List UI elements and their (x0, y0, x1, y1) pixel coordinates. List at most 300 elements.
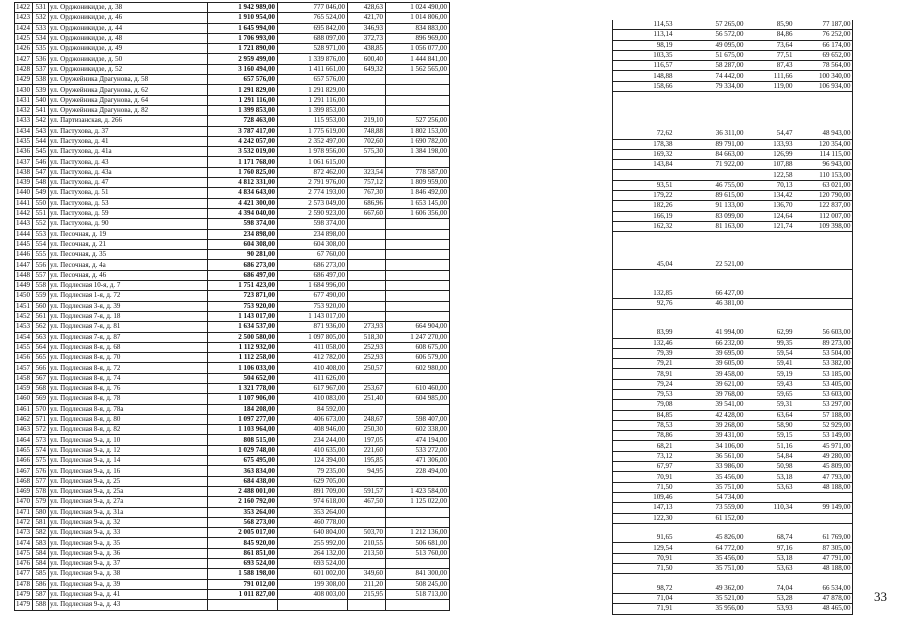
right-table (612, 20, 853, 615)
table-cell (794, 289, 853, 299)
table-cell: 421,70 (347, 13, 385, 23)
table-cell: 570 (32, 404, 48, 414)
table-cell: 438,85 (347, 44, 385, 54)
table-row (15, 394, 450, 404)
table-row (613, 50, 853, 60)
table-cell: 48 188,00 (794, 564, 853, 574)
table-cell: 1 423 584,00 (385, 486, 449, 496)
table-cell: 66 427,00 (674, 289, 745, 299)
table-cell: 346,93 (347, 23, 385, 33)
table-cell: 228 494,00 (385, 466, 449, 476)
table-cell (613, 309, 675, 319)
table-cell: 178,38 (613, 139, 675, 149)
table-row (15, 322, 450, 332)
table-cell: 76 252,00 (794, 30, 853, 40)
table-cell: 50,98 (745, 462, 794, 472)
table-cell: 598 374,00 (277, 219, 347, 229)
table-cell: 1444 (16, 229, 30, 238)
table-cell (385, 250, 449, 260)
table-cell: 765 524,00 (277, 13, 347, 23)
table-cell: 872 462,00 (277, 167, 347, 177)
table-cell: 571 (32, 414, 48, 424)
table-cell: 1428 (16, 64, 30, 73)
table-cell: 546 (32, 157, 48, 167)
table-cell: 602 338,00 (385, 425, 449, 435)
table-cell: ул. Пастухова, д. 51 (48, 188, 207, 198)
table-cell: 39 621,00 (674, 379, 745, 389)
table-row (15, 342, 450, 352)
table-cell: 428,63 (347, 3, 385, 13)
table-cell: 2 352 497,00 (277, 136, 347, 146)
table-cell: 1478 (16, 579, 30, 588)
table-cell: 49 280,00 (794, 451, 853, 461)
table-cell: ул. Подлесная 8-я, д. 72 (48, 363, 207, 373)
table-cell: 264 132,00 (277, 548, 347, 558)
table-cell: 591,57 (347, 486, 385, 496)
table-cell: 78,91 (613, 369, 675, 379)
table-row (613, 20, 853, 30)
table-cell: 113,14 (613, 30, 675, 40)
table-cell: ул. Подлесная 10-я, д. 7 (48, 281, 207, 291)
table-cell (347, 260, 385, 270)
table-cell: 2 005 017,00 (207, 528, 277, 538)
table-cell: 70,91 (613, 553, 675, 563)
table-cell: 542 (32, 116, 48, 126)
table-cell: 129,54 (613, 543, 675, 553)
table-cell: 213,50 (347, 548, 385, 558)
table-cell: 53,28 (745, 593, 794, 603)
table-cell: 1 721 890,00 (207, 44, 277, 54)
table-cell: ул. Подлесная 9-а, д. 25 (48, 476, 207, 486)
table-cell: 54,47 (745, 129, 794, 139)
table-row (613, 604, 853, 614)
table-cell: ул. Партизанская, д. 266 (48, 116, 207, 126)
table-cell: 66 232,00 (674, 338, 745, 348)
table-cell: 70,91 (613, 472, 675, 482)
table-cell: 1 125 022,00 (385, 497, 449, 507)
table-cell: 777 046,00 (277, 3, 347, 13)
table-cell: 600,40 (347, 54, 385, 64)
page-number: 33 (874, 589, 887, 604)
table-cell (794, 319, 853, 328)
table-cell: 49 362,00 (674, 584, 745, 594)
table-cell: 71 922,00 (674, 160, 745, 170)
table-cell: 1 384 198,00 (385, 147, 449, 157)
table-cell: 568 (32, 383, 48, 393)
table-cell: 63 021,00 (794, 180, 853, 190)
table-cell: 1 247 270,00 (385, 332, 449, 342)
table-cell: 79,08 (613, 400, 675, 410)
table-cell (745, 513, 794, 523)
table-cell: 1 942 989,00 (207, 3, 277, 13)
table-row (613, 319, 853, 328)
table-cell: 582 (32, 528, 48, 538)
table-cell: 35 751,00 (674, 482, 745, 492)
table-row (613, 379, 853, 389)
table-cell: 252,93 (347, 353, 385, 363)
table-cell: 560 (32, 301, 48, 311)
table-row (15, 363, 450, 373)
table-row (613, 513, 853, 523)
table-cell: 35 456,00 (674, 553, 745, 563)
table-cell: 74,04 (745, 584, 794, 594)
table-cell: 547 (32, 167, 48, 177)
table-cell: 91,65 (613, 533, 675, 543)
table-cell: 606 579,00 (385, 353, 449, 363)
table-cell: 841 300,00 (385, 569, 449, 579)
table-cell: 61 152,00 (674, 513, 745, 523)
table-cell: 584 (32, 548, 48, 558)
table-cell (745, 260, 794, 270)
table-cell: 85,90 (745, 20, 794, 30)
table-cell: 36 561,00 (674, 451, 745, 461)
table-cell: 410 408,00 (277, 363, 347, 373)
table-cell: 67,97 (613, 462, 675, 472)
table-cell: ул. Песочная, д. 21 (48, 239, 207, 249)
table-cell: 98,72 (613, 584, 675, 594)
table-cell (347, 105, 385, 115)
table-cell: 558 (32, 281, 48, 291)
table-cell: 110,34 (745, 503, 794, 513)
table-cell: 1448 (16, 270, 30, 279)
table-cell: 35 521,00 (674, 593, 745, 603)
table-cell: 1453 (16, 322, 30, 331)
table-cell: 1 143 017,00 (207, 311, 277, 321)
table-cell: 1 802 153,00 (385, 126, 449, 136)
table-cell: 1441 (16, 198, 30, 207)
table-cell: 408 003,00 (277, 589, 347, 599)
table-cell: 3 160 494,00 (207, 64, 277, 74)
table-row (613, 584, 853, 594)
table-cell: 115 953,00 (277, 116, 347, 126)
table-cell (674, 242, 745, 251)
table-cell: ул. Оружейника Драгунова, д. 58 (48, 75, 207, 85)
table-cell: 576 (32, 466, 48, 476)
table-cell: ул. Подлесная 9-а, д. 43 (48, 600, 207, 610)
table-row (613, 242, 853, 251)
table-cell: 601 002,00 (277, 569, 347, 579)
table-cell: 578 (32, 486, 48, 496)
table-cell: 1439 (16, 178, 30, 187)
table-cell: 70,13 (745, 180, 794, 190)
table-cell: 2 160 792,00 (207, 497, 277, 507)
table-cell: 1434 (16, 126, 30, 135)
table-cell (794, 101, 853, 110)
table-cell (674, 319, 745, 328)
table-cell (347, 404, 385, 414)
table-cell (385, 281, 449, 291)
table-row (15, 126, 450, 136)
table-cell (347, 373, 385, 383)
table-row (15, 188, 450, 198)
table-cell: ул. Песочная, д. 35 (48, 250, 207, 260)
table-cell: 667,60 (347, 208, 385, 218)
table-cell (745, 280, 794, 289)
table-cell: 116,57 (613, 61, 675, 71)
table-cell (745, 92, 794, 102)
table-row (15, 64, 450, 74)
table-row (613, 523, 853, 533)
table-row (613, 129, 853, 139)
table-cell: 1 339 876,00 (277, 54, 347, 64)
table-cell: 573 (32, 435, 48, 445)
table-cell (613, 232, 675, 242)
table-row (613, 232, 853, 242)
table-cell: 39 768,00 (674, 389, 745, 399)
table-cell: 39 431,00 (674, 431, 745, 441)
table-cell: 78,53 (613, 420, 675, 430)
table-cell: 527 256,00 (385, 116, 449, 126)
table-row (15, 13, 450, 23)
table-cell: 583 (32, 538, 48, 548)
table-cell: 1479 (16, 600, 30, 609)
table-cell: ул. Орджоникидзе, д. 49 (48, 44, 207, 54)
table-cell: 56 572,00 (674, 30, 745, 40)
table-cell (385, 507, 449, 517)
table-cell: 1479 (16, 590, 30, 599)
table-row (613, 389, 853, 399)
table-cell: ул. Орджоникидзе, д. 46 (48, 13, 207, 23)
table-cell: 686 497,00 (207, 270, 277, 280)
table-cell: 84 592,00 (277, 404, 347, 414)
table-cell: 134,42 (745, 191, 794, 201)
table-row (613, 40, 853, 50)
table-cell: 234 898,00 (207, 229, 277, 239)
table-cell (385, 85, 449, 95)
table-cell: 59,43 (745, 379, 794, 389)
table-cell: 71,04 (613, 593, 675, 603)
table-cell: 2 488 001,00 (207, 486, 277, 496)
table-cell: 58 287,00 (674, 61, 745, 71)
table-cell: 99 149,00 (794, 503, 853, 513)
table-cell: 57 265,00 (674, 20, 745, 30)
table-cell: 112 007,00 (794, 211, 853, 221)
table-cell (794, 260, 853, 270)
table-cell: 584 (32, 559, 48, 569)
table-cell: 1 291 829,00 (277, 85, 347, 95)
table-cell: 1477 (16, 569, 30, 578)
table-cell: 1 143 017,00 (277, 311, 347, 321)
table-cell: 896 969,00 (385, 33, 449, 43)
table-cell: 1 706 993,00 (207, 33, 277, 43)
table-cell: ул. Орджоникидзе, д. 48 (48, 33, 207, 43)
table-cell: ул. Орджоникидзе, д. 38 (48, 3, 207, 13)
table-row (15, 239, 450, 249)
table-cell: 53,93 (745, 604, 794, 614)
table-cell: 581 (32, 517, 48, 527)
table-cell: 3 532 019,00 (207, 147, 277, 157)
table-row (613, 251, 853, 260)
table-cell (385, 559, 449, 569)
table-cell: 1 775 619,00 (277, 126, 347, 136)
table-cell: 1475 (16, 548, 30, 557)
table-cell: 221,60 (347, 445, 385, 455)
table-cell: 693 524,00 (207, 559, 277, 569)
table-cell: 503,70 (347, 528, 385, 538)
table-cell (794, 309, 853, 319)
table-cell (794, 523, 853, 533)
table-row (613, 170, 853, 180)
table-cell (347, 507, 385, 517)
table-cell: 122 837,00 (794, 201, 853, 211)
table-row (15, 167, 450, 177)
table-row (15, 208, 450, 218)
table-cell: 664 904,00 (385, 322, 449, 332)
table-cell: 114 115,00 (794, 149, 853, 159)
table-cell: 166,19 (613, 211, 675, 221)
table-cell: 1 107 906,00 (207, 394, 277, 404)
table-cell: 48 943,00 (794, 129, 853, 139)
table-row (15, 383, 450, 393)
table-cell: 57 188,00 (794, 410, 853, 420)
table-cell: ул. Подлесная 9-а, д. 39 (48, 579, 207, 589)
table-cell: 99,35 (745, 338, 794, 348)
table-cell: 2 573 049,00 (277, 198, 347, 208)
table-row (613, 348, 853, 358)
table-cell: 1474 (16, 538, 30, 547)
table-cell (745, 574, 794, 584)
table-cell: 553 (32, 229, 48, 239)
table-cell: 64 772,00 (674, 543, 745, 553)
table-cell (347, 250, 385, 260)
table-cell: 579 (32, 497, 48, 507)
table-cell: 411 626,00 (277, 373, 347, 383)
table-cell: 533 272,00 (385, 445, 449, 455)
table-cell (385, 373, 449, 383)
table-cell: 1443 (16, 219, 30, 228)
table-cell: 569 (32, 394, 48, 404)
table-cell (277, 600, 347, 610)
table-cell: 121,74 (745, 221, 794, 231)
table-cell: 1 399 853,00 (207, 105, 277, 115)
table-cell: 675 495,00 (207, 456, 277, 466)
table-cell: 532 (32, 13, 48, 23)
table-cell (745, 270, 794, 280)
table-cell: 1456 (16, 353, 30, 362)
table-cell: 686,96 (347, 198, 385, 208)
table-cell: ул. Подлесная 8-я, д. 80 (48, 414, 207, 424)
table-cell: ул. Подлесная 9-а, д. 37 (48, 559, 207, 569)
table-cell (794, 242, 853, 251)
table-cell: ул. Подлесная 9-а, д. 12 (48, 445, 207, 455)
table-row (15, 373, 450, 383)
table-cell: 1 684 996,00 (277, 281, 347, 291)
table-cell: ул. Подлесная 9-а, д. 14 (48, 456, 207, 466)
table-row (613, 180, 853, 190)
table-cell (794, 111, 853, 120)
table-row (15, 486, 450, 496)
table-cell: 349,60 (347, 569, 385, 579)
table-cell: 695 842,00 (277, 23, 347, 33)
table-cell: 555 (32, 250, 48, 260)
table-cell (385, 260, 449, 270)
table-cell: 1425 (16, 34, 30, 43)
table-cell: 559 (32, 291, 48, 301)
table-cell: 4 394 040,00 (207, 208, 277, 218)
table-cell: ул. Подлесная 9-а, д. 27а (48, 497, 207, 507)
table-cell (745, 309, 794, 319)
table-cell: 604 985,00 (385, 394, 449, 404)
table-cell: 53 382,00 (794, 359, 853, 369)
table-row (15, 404, 450, 414)
table-cell: ул. Пастухова, д. 43 (48, 157, 207, 167)
table-cell: 1438 (16, 167, 30, 176)
table-row (613, 451, 853, 461)
table-cell: 1459 (16, 384, 30, 393)
table-cell: 89 273,00 (794, 338, 853, 348)
table-cell: 467,50 (347, 497, 385, 507)
table-cell: 71,91 (613, 604, 675, 614)
table-row (15, 178, 450, 188)
table-row (613, 61, 853, 71)
table-cell (794, 270, 853, 280)
table-cell: 566 (32, 363, 48, 373)
table-cell: ул. Песочная, д. 46 (48, 270, 207, 280)
table-cell: 62,99 (745, 328, 794, 338)
table-cell: 47 793,00 (794, 472, 853, 482)
table-cell (385, 157, 449, 167)
table-cell: 508 245,00 (385, 579, 449, 589)
table-row (15, 414, 450, 424)
table-cell: 471 306,00 (385, 456, 449, 466)
table-cell: 1449 (16, 281, 30, 290)
table-cell: ул. Подлесная 8-я, д. 76 (48, 383, 207, 393)
table-cell: 49 095,00 (674, 40, 745, 50)
table-cell: ул. Подлесная 3-я, д. 39 (48, 301, 207, 311)
table-cell: 2 500 580,00 (207, 332, 277, 342)
table-cell: 604 308,00 (277, 239, 347, 249)
table-cell: 2 774 193,00 (277, 188, 347, 198)
table-cell: 46 755,00 (674, 180, 745, 190)
table-cell (347, 301, 385, 311)
table-cell (347, 517, 385, 527)
table-cell (745, 299, 794, 309)
table-cell: 45 809,00 (794, 462, 853, 472)
table-row (15, 528, 450, 538)
table-cell: 1476 (16, 559, 30, 568)
table-cell: 1 760 825,00 (207, 167, 277, 177)
table-cell: ул. Оружейника Драгунова, д. 64 (48, 95, 207, 105)
table-cell: 39 605,00 (674, 359, 745, 369)
table-cell: ул. Оружейника Драгунова, д. 82 (48, 105, 207, 115)
table-cell: 587 (32, 589, 48, 599)
table-cell: 4 421 300,00 (207, 198, 277, 208)
table-cell: 68,74 (745, 533, 794, 543)
table-cell: 124,64 (745, 211, 794, 221)
table-cell: 53 297,00 (794, 400, 853, 410)
table-row (15, 95, 450, 105)
table-cell: 1469 (16, 487, 30, 496)
table-row (613, 309, 853, 319)
table-cell (347, 600, 385, 610)
table-cell: 53 185,00 (794, 369, 853, 379)
table-cell: 120 790,00 (794, 191, 853, 201)
table-cell: 1 097 277,00 (207, 414, 277, 424)
table-cell: 610 460,00 (385, 383, 449, 393)
table-cell: 197,05 (347, 435, 385, 445)
table-cell (385, 95, 449, 105)
table-cell: ул. Подлесная 7-я, д. 81 (48, 322, 207, 332)
table-cell: 539 (32, 85, 48, 95)
table-row (613, 71, 853, 81)
table-cell: 59,15 (745, 431, 794, 441)
table-cell: 686 273,00 (277, 260, 347, 270)
table-cell (347, 476, 385, 486)
table-cell: 1 588 198,00 (207, 569, 277, 579)
table-cell (613, 170, 675, 180)
table-cell: 54 734,00 (674, 492, 745, 502)
table-cell: 410 083,00 (277, 394, 347, 404)
